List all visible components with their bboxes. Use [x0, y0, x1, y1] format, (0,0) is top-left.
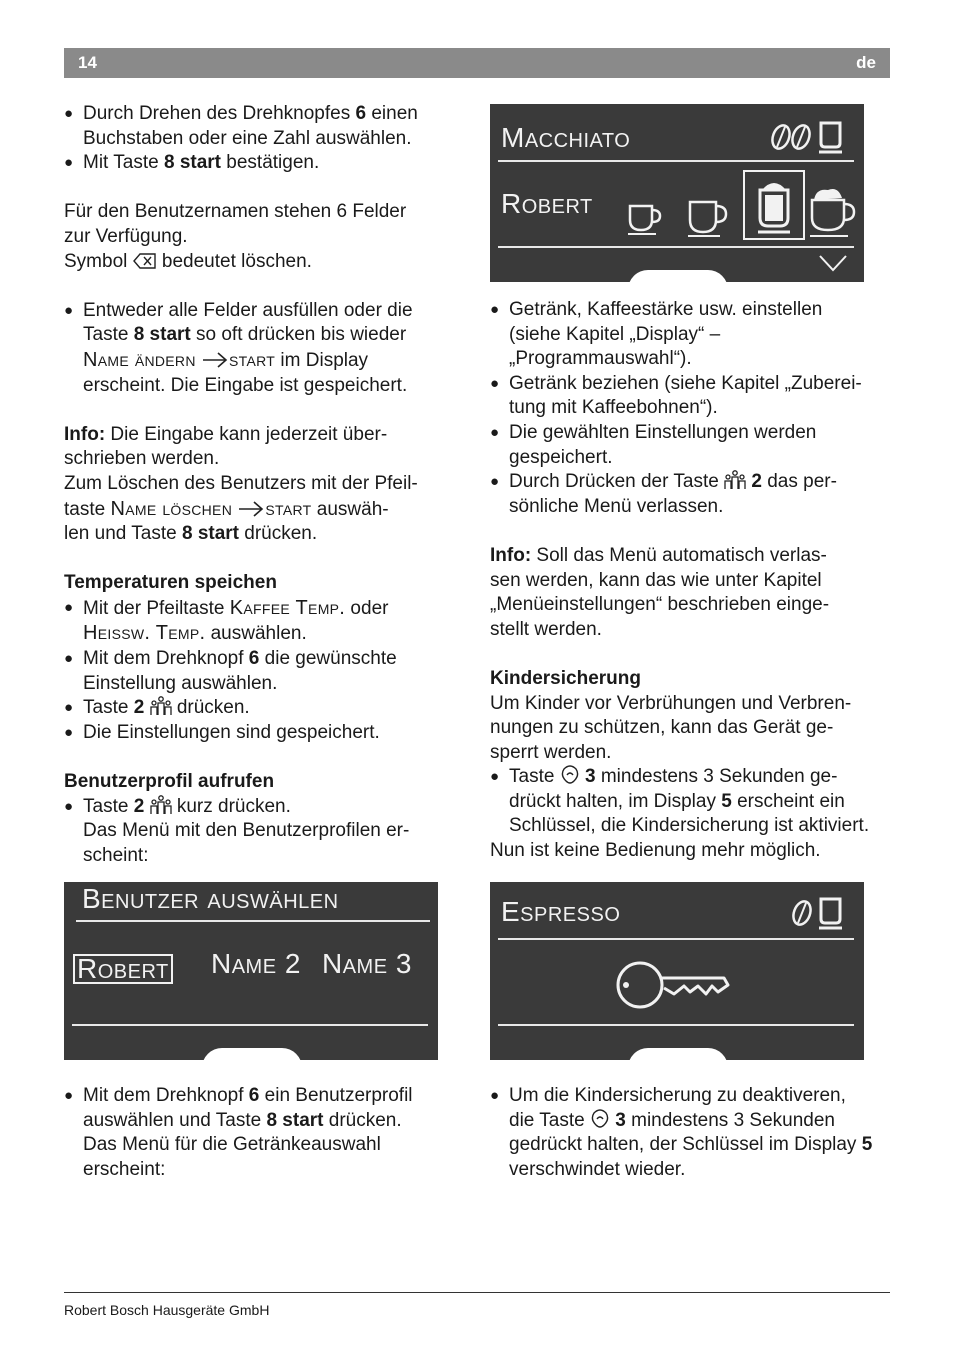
display-drink-select: [490, 104, 864, 282]
display-child-lock: [490, 882, 864, 1060]
display-user-select: [64, 882, 438, 1060]
section-heading: Temperaturen speichen: [64, 572, 277, 594]
footer-divider: [64, 1292, 890, 1293]
list-item: ● Durch Drehen des Drehknopfes 6 einen Buchstaben oder eine Zahl auswählen.: [64, 102, 464, 151]
display-user-name3: Name 3: [322, 948, 412, 979]
info-paragraph: Info: Die Eingabe kann jederzeit über- schrieben werden. Zum Löschen des Benutzers mit der Pfeil- taste Name löschen start auswäh- len und Taste 8 start drücken.: [64, 423, 418, 545]
list-item: ● Getränk beziehen (siehe Kapitel „Zuberei- tung mit Kaffeebohnen“).: [490, 372, 900, 421]
user-profile-icon: [724, 470, 746, 490]
child-lock-icon: [560, 765, 580, 785]
chevron-down-icon: [818, 254, 848, 272]
display-user-name: Robert: [501, 188, 593, 219]
list-item: ● Mit der Pfeiltaste Kaffee Temp. oder Heissw. Temp. auswählen.: [64, 596, 464, 647]
list-item: ● Die Einstellungen sind gespeichert.: [64, 721, 464, 746]
arrow-right-icon: [237, 500, 265, 518]
cup-icon: [818, 896, 846, 930]
info-paragraph: Info: Soll das Menü automatisch verlas- sen werden, kann das wie unter Kapitel „Menüeinstellungen“ beschrieben einge- stellt werden.: [490, 544, 830, 640]
dial-knob: [202, 1048, 302, 1060]
child-lock-icon: [590, 1109, 610, 1129]
arrow-right-icon: [201, 351, 229, 369]
delete-icon: [133, 252, 157, 270]
bullet-list: [64, 102, 464, 176]
dial-knob: [628, 270, 728, 282]
cup-icon: [756, 176, 792, 236]
display-title: Benutzer auswählen: [82, 883, 339, 914]
display-user-selected: Robert: [73, 954, 173, 984]
language-code: de: [856, 53, 876, 72]
right-column: [490, 298, 900, 864]
cup-icon: [808, 184, 858, 238]
list-item: ● Durch Drücken der Taste 2 das per- sönliche Menü verlassen.: [490, 470, 900, 519]
paragraph: Nun ist keine Bedienung mehr möglich.: [490, 840, 821, 862]
list-item: ● Taste 2 drücken.: [64, 696, 464, 721]
section-heading: Kindersicherung: [490, 667, 641, 689]
cup-icon: [686, 196, 732, 238]
list-item: ● Getränk, Kaffeestärke usw. einstellen (siehe Kapitel „Display“ – „Programmauswahl“).: [490, 298, 900, 372]
coffee-bean-icon: [770, 122, 814, 152]
page-header-bar: [64, 48, 890, 78]
list-item: ● Entweder alle Felder ausfüllen oder die Taste 8 start so oft drücken bis wieder Name ändern start im Display erscheint. Die Eingabe ist gespeichert.: [64, 299, 464, 398]
left-bottom: [64, 1084, 464, 1182]
left-column: [64, 102, 464, 868]
display-user-name2: Name 2: [211, 948, 301, 979]
user-profile-icon: [150, 795, 172, 815]
list-item: ● Um die Kindersicherung zu deaktiveren, die Taste 3 mindestens 3 Sekunden gedrückt halten, der Schlüssel im Display 5 verschwindet wieder.: [490, 1084, 900, 1182]
section-heading: Benutzerprofil aufrufen: [64, 771, 275, 793]
paragraph: Um Kinder vor Verbrühungen und Verbren- nungen zu schützen, kann das Gerät ge- sperrt werden.: [490, 692, 852, 763]
cup-icon: [626, 200, 666, 236]
paragraph: Für den Benutzernamen stehen 6 Felder zur Verfügung. Symbol bedeutet löschen.: [64, 201, 407, 272]
list-item: ● Mit dem Drehknopf 6 die gewünschte Einstellung auswählen.: [64, 647, 464, 696]
page-number: 14: [78, 53, 97, 72]
list-item: ● Taste 2 kurz drücken. Das Menü mit den Benutzerprofilen er- scheint:: [64, 795, 464, 869]
list-item: ● Mit dem Drehknopf 6 ein Benutzerprofil auswählen und Taste 8 start drücken. Das Menü für die Getränkeauswahl erscheint:: [64, 1084, 464, 1182]
coffee-bean-icon: [790, 898, 814, 928]
cup-icon: [818, 120, 846, 154]
dial-knob: [628, 1048, 728, 1060]
user-profile-icon: [150, 696, 172, 716]
footer-text: Robert Bosch Hausgeräte GmbH: [64, 1302, 270, 1318]
list-item: ● Die gewählten Einstellungen werden gespeichert.: [490, 421, 900, 470]
list-item: ● Mit Taste 8 start bestätigen.: [64, 151, 464, 176]
right-bottom: [490, 1084, 900, 1182]
list-item: ● Taste 3 mindestens 3 Sekunden ge- drückt halten, im Display 5 erscheint ein Schlüssel, die Kindersicherung ist aktiviert.: [490, 765, 900, 839]
key-icon: [614, 958, 730, 1012]
display-drink-name: Macchiato: [501, 122, 631, 153]
display-drink-name: Espresso: [501, 896, 621, 927]
